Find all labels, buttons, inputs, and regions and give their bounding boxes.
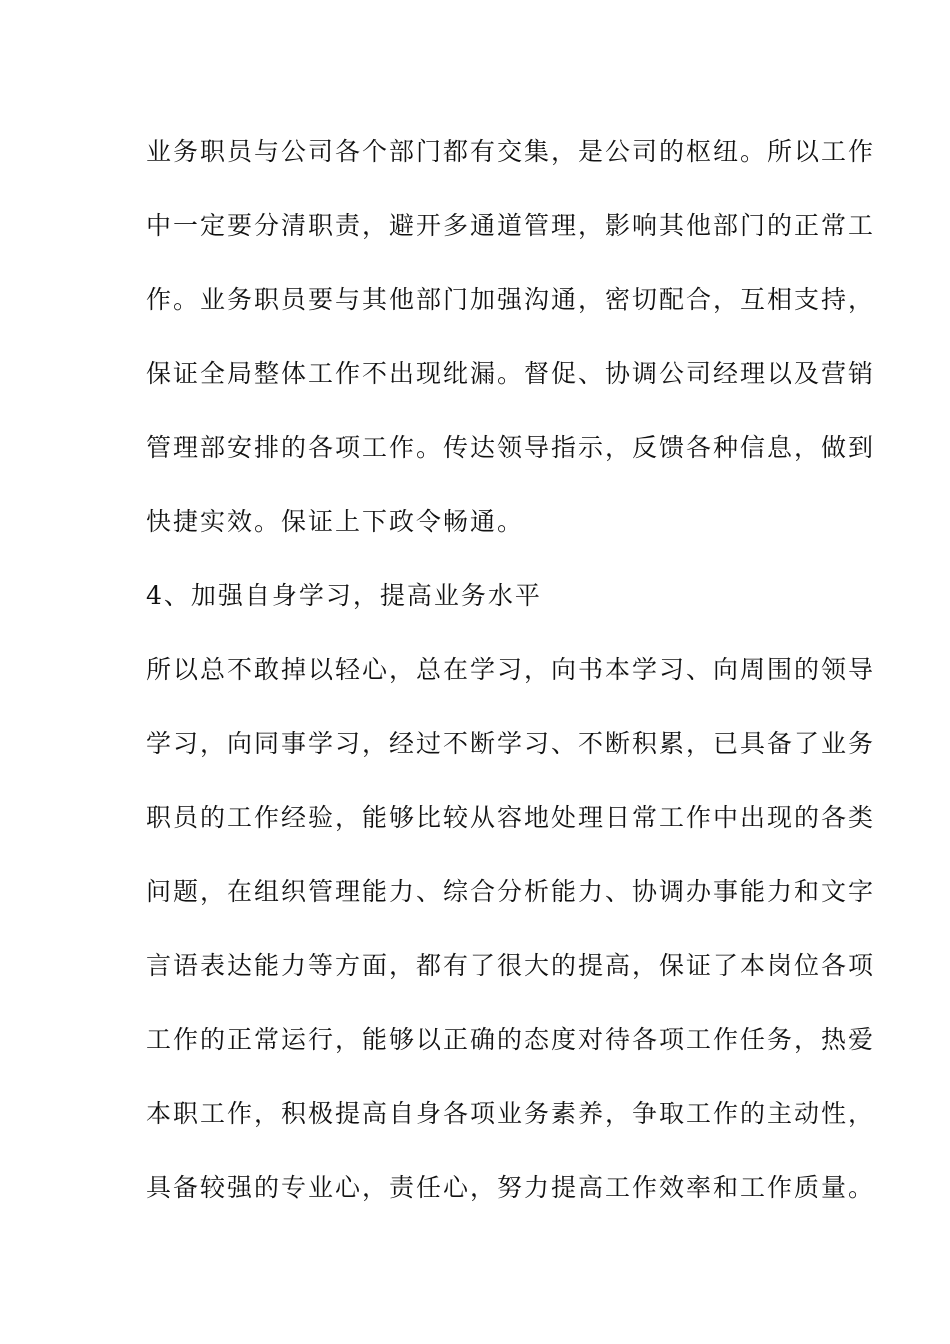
paragraph-line: 管理部安排的各项工作。传达领导指示，反馈各种信息，做到 [146, 433, 876, 462]
paragraph-line: 职员的工作经验，能够比较从容地处理日常工作中出现的各类 [146, 803, 876, 832]
paragraph-line: 工作的正常运行，能够以正确的态度对待各项工作任务，热爱 [146, 1025, 876, 1054]
paragraph-line: 本职工作，积极提高自身各项业务素养，争取工作的主动性， [146, 1099, 876, 1128]
paragraph-line: 快捷实效。保证上下政令畅通。 [146, 507, 525, 536]
paragraph-line: 所以总不敢掉以轻心，总在学习，向书本学习、向周围的领导 [146, 655, 876, 684]
section-heading: 4、加强自身学习，提高业务水平 [146, 581, 542, 610]
paragraph-line: 业务职员与公司各个部门都有交集，是公司的枢纽。所以工作 [146, 137, 876, 166]
paragraph-line: 言语表达能力等方面，都有了很大的提高，保证了本岗位各项 [146, 951, 876, 980]
paragraph-line: 问题，在组织管理能力、综合分析能力、协调办事能力和文字 [146, 877, 876, 906]
paragraph-line: 中一定要分清职责，避开多通道管理，影响其他部门的正常工 [146, 211, 876, 240]
paragraph-line: 保证全局整体工作不出现纰漏。督促、协调公司经理以及营销 [146, 359, 876, 388]
paragraph-line: 学习，向同事学习，经过不断学习、不断积累，已具备了业务 [146, 729, 876, 758]
paragraph-line: 具备较强的专业心，责任心，努力提高工作效率和工作质量。 [146, 1173, 876, 1202]
paragraph-line: 作。业务职员要与其他部门加强沟通，密切配合，互相支持， [146, 285, 876, 314]
